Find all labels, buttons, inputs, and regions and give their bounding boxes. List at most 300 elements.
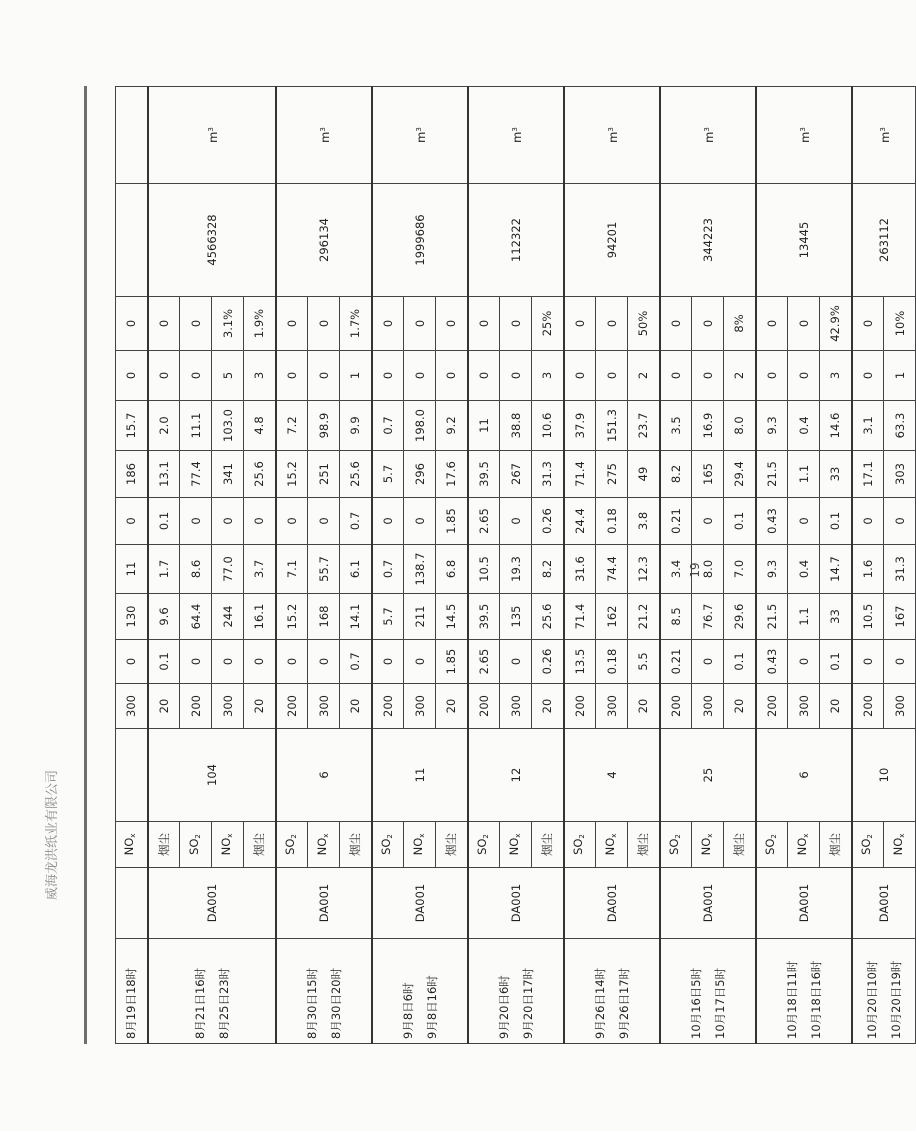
end-time: 10月20日19时: [888, 960, 903, 1039]
header-rule: [84, 86, 87, 1044]
exceed-rate: 0: [564, 297, 596, 351]
max2-value: 1.1: [788, 451, 820, 498]
flue-gas-volume: 4566328: [148, 184, 276, 297]
max-value: 64.4: [180, 594, 212, 640]
end-time: 8月25日23时: [216, 967, 231, 1039]
min2-value: 0: [116, 498, 148, 545]
min-value: 0: [212, 640, 244, 684]
max-value: 211: [404, 594, 436, 640]
avg-value: 0.7: [372, 545, 404, 594]
emission-limit: 300: [116, 684, 148, 729]
min2-value: 3.8: [628, 498, 660, 545]
min-value: 0: [852, 640, 884, 684]
avg-value: 55.7: [308, 545, 340, 594]
end-time: 9月26日17时: [616, 967, 631, 1039]
max2-value: 39.5: [468, 451, 500, 498]
min2-value: 0: [788, 498, 820, 545]
avg2-value: 4.8: [244, 401, 276, 451]
avg2-value: 10.6: [532, 401, 564, 451]
avg-value: 31.6: [564, 545, 596, 594]
max-value: 244: [212, 594, 244, 640]
avg-value: 7.1: [276, 545, 308, 594]
max2-value: 275: [596, 451, 628, 498]
avg2-value: 11.1: [180, 401, 212, 451]
min-value: 0: [276, 640, 308, 684]
exceed-count: 0: [372, 351, 404, 401]
emission-limit: 20: [340, 684, 372, 729]
avg-value: 6.1: [340, 545, 372, 594]
avg2-value: 11: [468, 401, 500, 451]
pollutant-name: $NO_x$: [116, 822, 148, 868]
max2-value: 71.4: [564, 451, 596, 498]
max-value: 5.7: [372, 594, 404, 640]
time-range-cell: [372, 939, 468, 1044]
flue-gas-volume: 13445: [756, 184, 852, 297]
max-value: 135: [500, 594, 532, 640]
avg2-value: 98.9: [308, 401, 340, 451]
max-value: 15.2: [276, 594, 308, 640]
pollutant-name: $SO_2$: [852, 822, 884, 868]
event-count: [116, 729, 148, 822]
avg-value: 31.3: [884, 545, 916, 594]
min2-value: 0.7: [340, 498, 372, 545]
avg2-value: 37.9: [564, 401, 596, 451]
exceed-rate: 1.9%: [244, 297, 276, 351]
time-range-cell: [468, 939, 564, 1044]
avg2-value: 14.6: [820, 401, 852, 451]
exceed-rate: 0: [180, 297, 212, 351]
outlet-id: DA001: [148, 868, 276, 939]
avg-value: 6.8: [436, 545, 468, 594]
outlet-id: [116, 868, 148, 939]
exceed-rate: 50%: [628, 297, 660, 351]
table-row: [852, 87, 884, 1044]
emission-limit: 20: [724, 684, 756, 729]
min-value: 0.26: [532, 640, 564, 684]
emission-limit: 20: [628, 684, 660, 729]
exceed-rate: 10%: [884, 297, 916, 351]
max2-value: 77.4: [180, 451, 212, 498]
min-value: 0: [404, 640, 436, 684]
emission-limit: 300: [692, 684, 724, 729]
flue-gas-volume: 344223: [660, 184, 756, 297]
volume-unit: $m^3$: [276, 87, 372, 184]
outlet-id: DA001: [468, 868, 564, 939]
exceed-count: 2: [628, 351, 660, 401]
avg2-value: 7.2: [276, 401, 308, 451]
flue-gas-volume: 263112: [852, 184, 916, 297]
exceed-count: 3: [244, 351, 276, 401]
min-value: 5.5: [628, 640, 660, 684]
exceed-rate: 0: [660, 297, 692, 351]
exceed-rate: 0: [404, 297, 436, 351]
min-value: 0: [788, 640, 820, 684]
avg-value: 3.4: [660, 545, 692, 594]
emission-limit: 300: [884, 684, 916, 729]
exceed-rate: 0: [852, 297, 884, 351]
avg2-value: 2.0: [148, 401, 180, 451]
volume-unit: $m^3$: [564, 87, 660, 184]
min-value: 0: [308, 640, 340, 684]
min-value: 0: [500, 640, 532, 684]
exceed-rate: 25%: [532, 297, 564, 351]
min-value: 0.1: [820, 640, 852, 684]
min2-value: 0.26: [532, 498, 564, 545]
avg2-value: 103.0: [212, 401, 244, 451]
emission-limit: 200: [660, 684, 692, 729]
emission-limit: 200: [372, 684, 404, 729]
outlet-id: DA001: [564, 868, 660, 939]
min-value: 0.18: [596, 640, 628, 684]
avg-value: 19.3: [500, 545, 532, 594]
min2-value: 2.65: [468, 498, 500, 545]
pollutant-name: 烟尘: [340, 822, 372, 868]
pollutant-name: $NO_x$: [212, 822, 244, 868]
avg2-value: 9.2: [436, 401, 468, 451]
volume-unit: [116, 87, 148, 184]
max-value: 14.5: [436, 594, 468, 640]
exceed-rate: 0: [308, 297, 340, 351]
exceed-rate: 0: [372, 297, 404, 351]
emission-limit: 300: [500, 684, 532, 729]
min2-value: 0.1: [148, 498, 180, 545]
table-row: [468, 87, 500, 1044]
outlet-id: DA001: [276, 868, 372, 939]
avg2-value: 15.7: [116, 401, 148, 451]
min2-value: 0: [308, 498, 340, 545]
max-value: 1.1: [788, 594, 820, 640]
monitoring-table: [115, 86, 916, 1044]
volume-unit: $m^3$: [756, 87, 852, 184]
event-count: 6: [276, 729, 372, 822]
emission-limit: 200: [852, 684, 884, 729]
emission-limit: 300: [404, 684, 436, 729]
start-time: 8月19日18时: [124, 967, 139, 1039]
max-value: 9.6: [148, 594, 180, 640]
min2-value: 0.1: [820, 498, 852, 545]
max2-value: 186: [116, 451, 148, 498]
max2-value: 15.2: [276, 451, 308, 498]
min-value: 13.5: [564, 640, 596, 684]
min2-value: 0.21: [660, 498, 692, 545]
flue-gas-volume: 1999686: [372, 184, 468, 297]
time-range-cell: [660, 939, 756, 1044]
exceed-rate: 0: [788, 297, 820, 351]
pollutant-name: 烟尘: [532, 822, 564, 868]
avg2-value: 9.3: [756, 401, 788, 451]
avg2-value: 63.3: [884, 401, 916, 451]
exceed-count: 0: [756, 351, 788, 401]
table-row: [660, 87, 692, 1044]
outlet-id: DA001: [660, 868, 756, 939]
max2-value: 33: [820, 451, 852, 498]
avg-value: 77.0: [212, 545, 244, 594]
min-value: 0.43: [756, 640, 788, 684]
event-count: 10: [852, 729, 916, 822]
end-time: 8月30日20时: [328, 967, 343, 1039]
exceed-rate: 0: [116, 297, 148, 351]
table-row: [116, 87, 148, 1044]
exceed-rate: 0: [692, 297, 724, 351]
avg-value: 138.7: [404, 545, 436, 594]
avg2-value: 3.1: [852, 401, 884, 451]
pollutant-name: $NO_x$: [692, 822, 724, 868]
min2-value: 0: [276, 498, 308, 545]
exceed-count: 0: [308, 351, 340, 401]
pollutant-name: 烟尘: [820, 822, 852, 868]
pollutant-name: 烟尘: [436, 822, 468, 868]
exceed-rate: 0: [148, 297, 180, 351]
pollutant-name: 烟尘: [148, 822, 180, 868]
end-time: 9月20日17时: [520, 967, 535, 1039]
min2-value: 0: [180, 498, 212, 545]
start-time: 10月20日10时: [864, 960, 879, 1039]
event-count: 6: [756, 729, 852, 822]
avg2-value: 0.4: [788, 401, 820, 451]
min2-value: 24.4: [564, 498, 596, 545]
max-value: 33: [820, 594, 852, 640]
emission-limit: 300: [212, 684, 244, 729]
event-count: 11: [372, 729, 468, 822]
max-value: 21.2: [628, 594, 660, 640]
max2-value: 165: [692, 451, 724, 498]
exceed-count: 1: [884, 351, 916, 401]
event-count: 12: [468, 729, 564, 822]
max2-value: 303: [884, 451, 916, 498]
exceed-count: 3: [532, 351, 564, 401]
emission-limit: 20: [244, 684, 276, 729]
min-value: 0.21: [660, 640, 692, 684]
table-row: [756, 87, 788, 1044]
avg2-value: 8.0: [724, 401, 756, 451]
min2-value: 0: [404, 498, 436, 545]
exceed-count: 0: [692, 351, 724, 401]
exceed-rate: 0: [500, 297, 532, 351]
min-value: 0: [884, 640, 916, 684]
min-value: 0: [180, 640, 212, 684]
avg-value: 0.4: [788, 545, 820, 594]
max2-value: 31.3: [532, 451, 564, 498]
exceed-rate: 42.9%: [820, 297, 852, 351]
exceed-rate: 8%: [724, 297, 756, 351]
pollutant-name: 烟尘: [244, 822, 276, 868]
max-value: 16.1: [244, 594, 276, 640]
min2-value: 0: [212, 498, 244, 545]
time-range-cell: [756, 939, 852, 1044]
avg2-value: 16.9: [692, 401, 724, 451]
avg-value: 12.3: [628, 545, 660, 594]
min-value: 0: [372, 640, 404, 684]
table-row: [276, 87, 308, 1044]
pollutant-name: $SO_2$: [276, 822, 308, 868]
max-value: 76.7: [692, 594, 724, 640]
min-value: 0: [244, 640, 276, 684]
max-value: 8.5: [660, 594, 692, 640]
max2-value: 5.7: [372, 451, 404, 498]
avg2-value: 151.3: [596, 401, 628, 451]
emission-limit: 200: [564, 684, 596, 729]
max-value: 25.6: [532, 594, 564, 640]
max-value: 21.5: [756, 594, 788, 640]
pollutant-name: $NO_x$: [596, 822, 628, 868]
min-value: 0: [116, 640, 148, 684]
exceed-rate: 0: [276, 297, 308, 351]
time-range-cell: [852, 939, 916, 1044]
min2-value: 0: [244, 498, 276, 545]
emission-limit: 300: [788, 684, 820, 729]
avg2-value: 3.5: [660, 401, 692, 451]
exceed-count: 0: [404, 351, 436, 401]
volume-unit: $m^3$: [852, 87, 916, 184]
min2-value: 1.85: [436, 498, 468, 545]
min-value: 0: [692, 640, 724, 684]
avg-value: 74.4: [596, 545, 628, 594]
exceed-count: 0: [852, 351, 884, 401]
page-number: 19: [688, 562, 702, 578]
exceed-count: 0: [116, 351, 148, 401]
start-time: 9月20日6时: [496, 975, 511, 1039]
pollutant-name: $SO_2$: [756, 822, 788, 868]
avg2-value: 23.7: [628, 401, 660, 451]
pollutant-name: $SO_2$: [468, 822, 500, 868]
outlet-id: DA001: [372, 868, 468, 939]
min-value: 2.65: [468, 640, 500, 684]
time-range-cell: [276, 939, 372, 1044]
pollutant-name: 烟尘: [628, 822, 660, 868]
avg-value: 8.6: [180, 545, 212, 594]
max2-value: 8.2: [660, 451, 692, 498]
avg-value: 11: [116, 545, 148, 594]
emission-limit: 200: [468, 684, 500, 729]
pollutant-name: $NO_x$: [500, 822, 532, 868]
time-range-cell: [564, 939, 660, 1044]
emission-limit: 20: [532, 684, 564, 729]
start-time: 8月30日15时: [304, 967, 319, 1039]
max-value: 167: [884, 594, 916, 640]
exceed-count: 0: [500, 351, 532, 401]
avg-value: 8.2: [532, 545, 564, 594]
max-value: 130: [116, 594, 148, 640]
exceed-count: 0: [660, 351, 692, 401]
emission-limit: 300: [308, 684, 340, 729]
table-row: [148, 87, 180, 1044]
exceed-count: 0: [468, 351, 500, 401]
end-time: 10月18日16时: [808, 960, 823, 1039]
emission-limit: 200: [276, 684, 308, 729]
min2-value: 0: [372, 498, 404, 545]
max-value: 39.5: [468, 594, 500, 640]
pollutant-name: $NO_x$: [308, 822, 340, 868]
exceed-count: 0: [436, 351, 468, 401]
table-row: [564, 87, 596, 1044]
emission-limit: 200: [180, 684, 212, 729]
event-count: 104: [148, 729, 276, 822]
avg2-value: 38.8: [500, 401, 532, 451]
outlet-id: DA001: [852, 868, 916, 939]
exceed-count: 5: [212, 351, 244, 401]
pollutant-name: $NO_x$: [788, 822, 820, 868]
exceed-rate: 0: [596, 297, 628, 351]
avg-value: 9.3: [756, 545, 788, 594]
min2-value: 0: [500, 498, 532, 545]
min-value: 0.7: [340, 640, 372, 684]
max2-value: 17.6: [436, 451, 468, 498]
start-time: 8月21日16时: [192, 967, 207, 1039]
end-time: 10月17日5时: [712, 967, 727, 1039]
emission-limit: 20: [148, 684, 180, 729]
min-value: 1.85: [436, 640, 468, 684]
min2-value: 0.18: [596, 498, 628, 545]
max-value: 29.6: [724, 594, 756, 640]
max-value: 71.4: [564, 594, 596, 640]
max-value: 168: [308, 594, 340, 640]
flue-gas-volume: [116, 184, 148, 297]
avg2-value: 9.9: [340, 401, 372, 451]
avg-value: 1.6: [852, 545, 884, 594]
avg-value: 10.5: [468, 545, 500, 594]
start-time: 9月26日14时: [592, 967, 607, 1039]
avg-value: 14.7: [820, 545, 852, 594]
exceed-rate: 0: [756, 297, 788, 351]
event-count: 25: [660, 729, 756, 822]
time-range-cell: [148, 939, 276, 1044]
volume-unit: $m^3$: [148, 87, 276, 184]
max2-value: 341: [212, 451, 244, 498]
table-region: [115, 87, 907, 1044]
exceed-count: 2: [724, 351, 756, 401]
exceed-count: 0: [564, 351, 596, 401]
exceed-count: 0: [596, 351, 628, 401]
pollutant-name: $NO_x$: [404, 822, 436, 868]
exceed-count: 0: [788, 351, 820, 401]
min2-value: 0.1: [724, 498, 756, 545]
volume-unit: $m^3$: [660, 87, 756, 184]
pollutant-name: $SO_2$: [180, 822, 212, 868]
flue-gas-volume: 112322: [468, 184, 564, 297]
company-name: 威海龙洪纸业有限公司: [45, 769, 60, 900]
volume-unit: $m^3$: [468, 87, 564, 184]
table-row: [372, 87, 404, 1044]
avg-value: 7.0: [724, 545, 756, 594]
exceed-count: 1: [340, 351, 372, 401]
avg-value: 8.0: [692, 545, 724, 594]
start-time: 10月18日11时: [784, 960, 799, 1039]
max2-value: 251: [308, 451, 340, 498]
pollutant-name: $NO_x$: [884, 822, 916, 868]
emission-limit: 300: [596, 684, 628, 729]
exceed-rate: 0: [468, 297, 500, 351]
max-value: 10.5: [852, 594, 884, 640]
max2-value: 267: [500, 451, 532, 498]
exceed-rate: 1.7%: [340, 297, 372, 351]
exceed-rate: 3.1%: [212, 297, 244, 351]
max2-value: 25.6: [244, 451, 276, 498]
exceed-count: 3: [820, 351, 852, 401]
avg2-value: 0.7: [372, 401, 404, 451]
volume-unit: $m^3$: [372, 87, 468, 184]
time-range-cell: [116, 939, 148, 1044]
min2-value: 0: [884, 498, 916, 545]
pollutant-name: $SO_2$: [372, 822, 404, 868]
max-value: 162: [596, 594, 628, 640]
exceed-count: 0: [148, 351, 180, 401]
max2-value: 13.1: [148, 451, 180, 498]
min2-value: 0: [692, 498, 724, 545]
outlet-id: DA001: [756, 868, 852, 939]
min2-value: 0: [852, 498, 884, 545]
max2-value: 21.5: [756, 451, 788, 498]
exceed-count: 0: [180, 351, 212, 401]
